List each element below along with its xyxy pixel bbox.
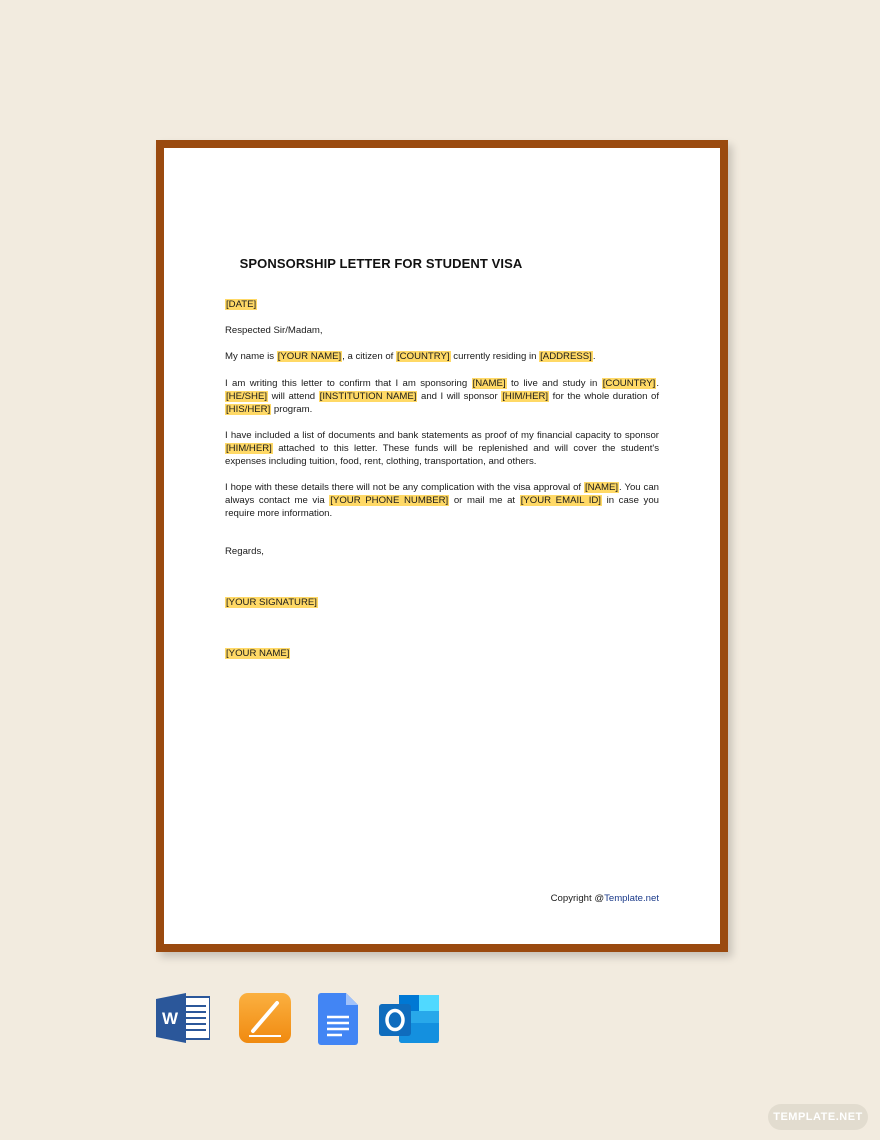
signature-line [225,596,659,609]
he-she-placeholder: [HE/SHE] [226,391,268,402]
outlook-icon[interactable] [379,993,441,1050]
text: I have included a list of documents and bank statements as proof of my financial capacity to sponsor [225,430,659,441]
text: . You can always contact me via [225,482,660,506]
address-placeholder: [ADDRESS] [540,351,592,362]
pages-icon[interactable] [239,993,291,1050]
text: I hope with these details there will not be any complication with the visa approval of [225,482,584,493]
phone-placeholder: [YOUR PHONE NUMBER] [330,495,449,506]
him-her-placeholder: [HIM/HER] [226,443,272,454]
word-icon[interactable] [156,993,210,1048]
salutation: Respected Sir/Madam, [225,325,323,336]
date-line [225,298,659,311]
text: to live and study in [506,378,602,389]
copyright [551,893,659,904]
text: in case you require more information. [225,495,659,519]
text: . [592,351,596,362]
paragraph-3 [225,429,659,468]
paragraph-1 [225,350,659,363]
his-her-placeholder: [HIS/HER] [226,404,271,415]
closing: Regards, [225,546,264,557]
email-placeholder: [YOUR EMAIL ID] [520,495,601,506]
svg-text:W: W [161,1009,179,1028]
app-icons [156,993,446,1045]
country-placeholder: [COUNTRY] [602,378,656,389]
text: will attend [268,391,319,402]
signer-name-placeholder: [YOUR NAME] [226,648,290,659]
copyright-prefix: Copyright @ [550,893,605,904]
institution-placeholder: [INSTITUTION NAME] [319,391,417,402]
name-placeholder: [NAME] [584,482,619,493]
text: program. [271,404,313,415]
him-her-placeholder: [HIM/HER] [502,391,549,402]
text: and I will sponsor [417,391,502,402]
text: My name is [225,351,277,362]
date-placeholder: [DATE] [226,299,257,310]
signature-placeholder: [YOUR SIGNATURE] [226,597,317,608]
your-name-placeholder: [YOUR NAME] [277,351,342,362]
country-placeholder: [COUNTRY] [397,351,450,362]
letter-title: SPONSORSHIP LETTER FOR STUDENT VISA [239,256,523,271]
text: . [656,378,659,389]
copyright-link[interactable]: Template.net [604,893,659,904]
paragraph-4 [225,481,659,520]
text: currently residing in [450,351,540,362]
text: , a citizen of [342,351,397,362]
template-net-badge[interactable]: TEMPLATE.NET [768,1104,868,1130]
google-docs-icon[interactable] [318,993,358,1050]
signer-name-line [225,647,659,660]
text: or mail me at [449,495,520,506]
paragraph-2 [225,377,659,416]
text: I am writing this letter to confirm that I am sponsoring [225,378,472,389]
text: attached to this letter. These funds will be replenished and will cover the student's expenses including tuition, food, rent, clothing, transportation, and others. [225,443,659,467]
name-placeholder: [NAME] [472,378,506,389]
text: for the whole duration of [549,391,660,402]
letter-frame [156,140,728,952]
